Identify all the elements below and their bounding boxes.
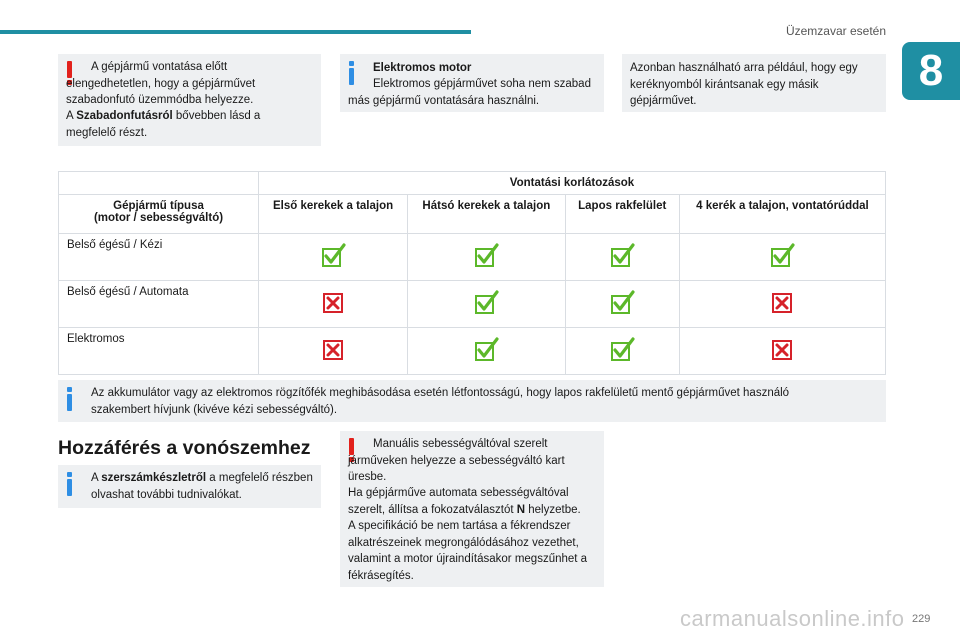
check-icon (610, 337, 634, 361)
info-icon (67, 387, 73, 411)
cross-icon (321, 290, 345, 314)
watermark: carmanualsonline.info (680, 606, 905, 631)
mark-cell (679, 328, 885, 375)
table-row (59, 234, 886, 281)
electric-motor-info-note (340, 54, 604, 112)
column-header-towbar: 4 kerék a talajon, vontatórúddal (679, 195, 885, 234)
gearbox-warning-line2 (348, 485, 598, 518)
electric-motor-title: Elektromos motor (373, 62, 472, 74)
vehicle-type-sublabel: (motor / sebességváltó) (93, 212, 224, 224)
row-type-cell: Belső égésű / Automata (59, 281, 259, 328)
other-use-body: Azonban használható arra például, hogy egy keréknyomból kirántsanak egy másik gépjárművet. (630, 62, 858, 107)
towing-restrictions-header: Vontatási korlátozások (259, 172, 886, 195)
gearbox-warning-line2-bold: N (516, 503, 526, 516)
toolkit-info-note (58, 465, 321, 508)
gearbox-warning-line1: Manuális sebességváltóval szerelt járműveken helyezze a sebességváltó kart üresbe. (348, 438, 565, 483)
info-icon (67, 472, 73, 496)
check-icon (474, 243, 498, 267)
mark-cell (408, 281, 565, 328)
column-header-flatbed: Lapos rakfelület (565, 195, 679, 234)
toolkit-info-bold: szerszámkészletről (101, 472, 207, 484)
check-icon (321, 243, 345, 267)
gearbox-warning-line3: A specifikáció be nem tartása a fékrendszer alkatrészeinek megrongálódásához vezethet, valamint a motor újraindításakor megszűnhet a fékrásegítés. (348, 520, 588, 582)
check-icon (610, 243, 634, 267)
other-use-note (622, 54, 886, 112)
table-row (59, 281, 886, 328)
mark-cell (259, 328, 408, 375)
section-title: Üzemzavar esetén (785, 24, 886, 38)
cross-icon (770, 337, 794, 361)
vehicle-type-label: Gépjármű típusa (113, 200, 204, 212)
row-type-cell: Belső égésű / Kézi (59, 234, 259, 281)
page-number: 229 (912, 613, 931, 625)
mark-cell (565, 328, 679, 375)
electric-motor-body: Elektromos gépjárművet soha nem szabad más gépjármű vontatására használni. (348, 78, 591, 107)
mark-cell (408, 234, 565, 281)
mark-cell (408, 328, 565, 375)
cross-icon (770, 290, 794, 314)
column-header-rear: Hátsó kerekek a talajon (408, 195, 565, 234)
gearbox-warning-note (340, 431, 604, 587)
battery-info-note (58, 380, 886, 422)
check-icon (474, 337, 498, 361)
table-row (59, 328, 886, 375)
cross-icon (321, 337, 345, 361)
row-type-cell: Elektromos (59, 328, 259, 375)
gearbox-warning-line2-pre: Ha gépjárműve automata sebességváltóval szerelt, állítsa a fokozatválasztót (348, 487, 569, 516)
mark-cell (565, 234, 679, 281)
mark-cell (679, 281, 885, 328)
toolkit-info-body (91, 470, 313, 503)
chapter-number-badge: 8 (902, 42, 960, 100)
table-corner-cell (59, 172, 259, 195)
mark-cell (679, 234, 885, 281)
vehicle-type-header (59, 195, 259, 234)
gearbox-warning-line2-post: helyzetbe. (525, 503, 581, 516)
towing-warning-line1: A gépjármű vontatása előtt elengedhetetlen, hogy a gépjárművet szabadonfutó üzemmódba helyezze. (66, 61, 256, 106)
check-icon (770, 243, 794, 267)
header-accent-bar (0, 30, 471, 34)
towing-restrictions-table (58, 171, 886, 375)
mark-cell (259, 234, 408, 281)
towing-warning-reference: A Szabadonfutásról bővebben lásd a megfelelő részt. (66, 110, 261, 139)
mark-cell (259, 281, 408, 328)
check-icon (474, 290, 498, 314)
towing-warning-note-text (58, 54, 321, 146)
column-header-front: Első kerekek a talajon (259, 195, 408, 234)
section-heading: Hozzáférés a vonószemhez (58, 437, 311, 459)
check-icon (610, 290, 634, 314)
battery-info-body: Az akkumulátor vagy az elektromos rögzítőfék meghibásodása esetén létfontosságú, hogy lapos rakfelületű mentő gépjárművet használó szakembert hívjunk (kivéve kézi sebességváltó). (91, 387, 790, 416)
mark-cell (565, 281, 679, 328)
toolkit-info-pre: A (91, 472, 102, 484)
toolkit-info-post: a megfelelő részben olvashat további tudnivalókat. (91, 472, 313, 501)
